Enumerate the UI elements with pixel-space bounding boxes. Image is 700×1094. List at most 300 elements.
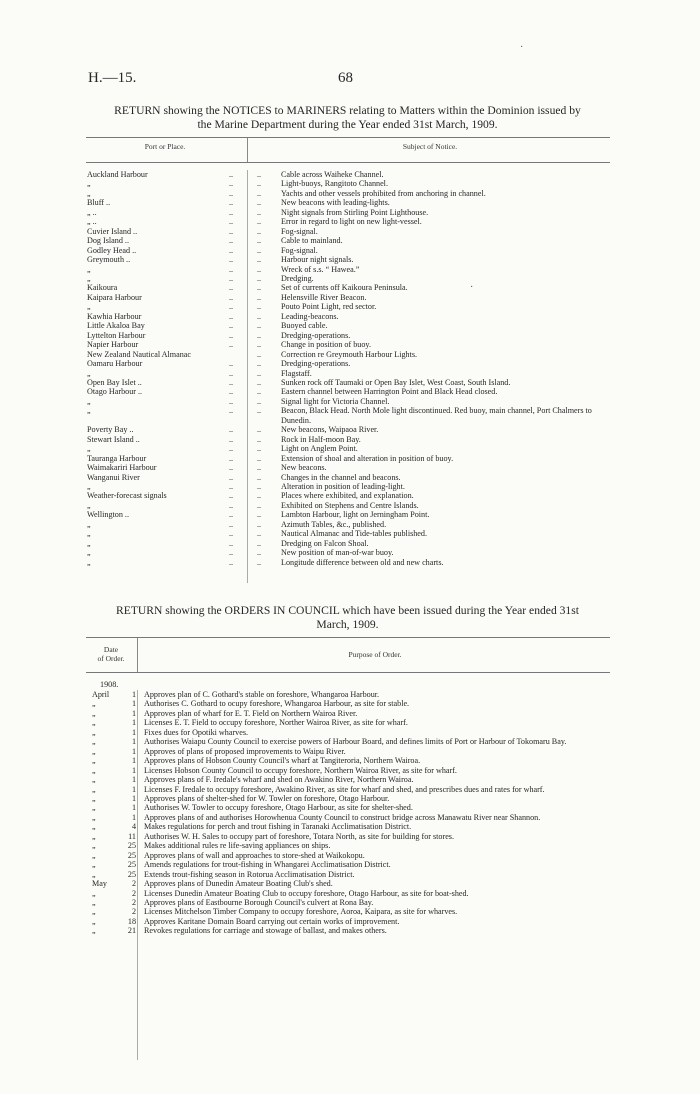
notices-leader: .. bbox=[229, 292, 234, 302]
orders-purpose: Approves plans of F. Iredale's wharf and shed on Awakino River, Northern Wairoa. bbox=[144, 775, 414, 785]
notices-leader: .. bbox=[229, 217, 234, 227]
notices-leader: .. bbox=[257, 453, 262, 463]
notices-subject: Dredging. bbox=[281, 273, 314, 283]
orders-purpose: Licenses E. T. Field to occupy foreshore, Norther Wairoa River, as site for wharf. bbox=[144, 718, 408, 728]
orders-row bbox=[92, 690, 610, 699]
notices-place: „ bbox=[87, 557, 91, 567]
notices-header-bottom-rule bbox=[86, 162, 610, 163]
orders-purpose: Approves plans of Eastbourne Borough Council's culvert at Rona Bay. bbox=[144, 897, 374, 907]
orders-row bbox=[92, 926, 610, 935]
orders-purpose: Approves plan of wharf for E. T. Field on Northern Wairoa River. bbox=[144, 708, 358, 718]
notices-leader: .. bbox=[257, 557, 262, 567]
orders-day: 25 bbox=[127, 850, 136, 860]
notices-margin-mark: · bbox=[470, 282, 474, 293]
notices-row bbox=[87, 425, 610, 434]
notices-subject: Error in regard to light on new light-vessel. bbox=[281, 217, 422, 227]
notices-leader: .. bbox=[257, 217, 262, 227]
notices-row bbox=[87, 293, 610, 302]
orders-month: „ bbox=[92, 831, 96, 841]
orders-purpose: Authorises W. H. Sales to occupy part of foreshore, Totara North, as site for building for stores. bbox=[144, 831, 454, 841]
notices-leader: .. bbox=[229, 170, 234, 179]
notices-place: „ bbox=[87, 538, 91, 548]
orders-purpose: Amends regulations for trout-fishing in Whangarei Acclimatisation District. bbox=[144, 860, 391, 870]
orders-month: „ bbox=[92, 737, 96, 747]
notices-subject: Wreck of s.s. “ Hawea.” bbox=[281, 264, 360, 274]
notices-leader: .. bbox=[229, 321, 234, 331]
orders-day: 25 bbox=[127, 841, 136, 851]
notices-leader: .. bbox=[229, 472, 234, 482]
orders-month: „ bbox=[92, 746, 96, 756]
notices-subject: Leading-beacons. bbox=[281, 311, 339, 321]
orders-purpose: Makes additional rules re life-saving appliances on ships. bbox=[144, 841, 331, 851]
notices-row bbox=[87, 350, 610, 359]
orders-purpose: Approves plans of Hobson County Council's wharf at Tangiteroria, Northern Wairoa. bbox=[144, 756, 421, 766]
orders-row bbox=[92, 879, 610, 888]
orders-purpose: Licenses Dunedin Amateur Boating Club to occupy foreshore, Otago Harbour, as site for boat-shed. bbox=[144, 888, 469, 898]
orders-row bbox=[92, 728, 610, 737]
orders-day: 1 bbox=[131, 737, 136, 747]
orders-month: „ bbox=[92, 803, 96, 813]
notices-subject: Exhibited on Stephens and Centre Islands. bbox=[281, 500, 419, 510]
orders-row bbox=[92, 766, 610, 775]
notices-row bbox=[87, 510, 610, 519]
notices-subject: Cable to mainland. bbox=[281, 236, 343, 246]
notices-subject: Azimuth Tables, &c., published. bbox=[281, 519, 387, 529]
notices-row bbox=[87, 217, 610, 226]
notices-leader: .. bbox=[229, 444, 234, 454]
notices-leader: .. bbox=[257, 434, 262, 444]
notices-subject: Set of currents off Kaikoura Peninsula. bbox=[281, 283, 408, 293]
notices-row bbox=[87, 312, 610, 321]
orders-row bbox=[92, 907, 610, 916]
orders-month: „ bbox=[92, 718, 96, 728]
notices-subject: Alteration in position of leading-light. bbox=[281, 481, 405, 491]
notices-row bbox=[87, 170, 610, 179]
notices-place: Stewart Island .. bbox=[87, 434, 140, 444]
page-number: 68 bbox=[338, 70, 353, 86]
notices-place: Poverty Bay .. bbox=[87, 425, 134, 435]
notices-leader: .. bbox=[257, 179, 262, 189]
notices-leader: .. bbox=[257, 264, 262, 274]
notices-leader: .. bbox=[229, 226, 234, 236]
notices-leader: .. bbox=[229, 311, 234, 321]
notices-row bbox=[87, 558, 610, 567]
notices-row bbox=[87, 444, 610, 453]
notices-leader: .. bbox=[229, 500, 234, 510]
orders-header-bottom-rule bbox=[86, 672, 610, 673]
notices-place: „ bbox=[87, 396, 91, 406]
notices-place: Waimakariri Harbour bbox=[87, 463, 157, 473]
notices-leader: .. bbox=[229, 179, 234, 189]
notices-table bbox=[87, 170, 610, 567]
orders-day: 1 bbox=[131, 708, 136, 718]
notices-place: Lyttelton Harbour bbox=[87, 330, 146, 340]
notices-row bbox=[87, 198, 610, 207]
notices-leader: .. bbox=[257, 292, 262, 302]
notices-subject: Longitude difference between old and new charts. bbox=[281, 557, 444, 567]
notices-leader: .. bbox=[257, 283, 262, 293]
notices-subject: New beacons. bbox=[281, 463, 327, 473]
notices-row bbox=[87, 179, 610, 188]
orders-table bbox=[92, 680, 610, 936]
notices-row bbox=[87, 539, 610, 548]
notices-subject: Helensville River Beacon. bbox=[281, 292, 367, 302]
notices-leader: .. bbox=[229, 207, 234, 217]
notices-subject: Light on Anglem Point. bbox=[281, 444, 358, 454]
notices-place: „ bbox=[87, 179, 91, 189]
notices-leader: .. bbox=[257, 500, 262, 510]
notices-subject: Dredging-operations. bbox=[281, 330, 351, 340]
orders-title bbox=[85, 604, 610, 632]
notices-title-line-1: RETURN showing the NOTICES to MARINERS relating to Matters within the Dominion issued by bbox=[114, 104, 581, 117]
orders-purpose: Revokes regulations for carriage and stowage of ballast, and makes others. bbox=[144, 926, 387, 936]
orders-col-date-line-1: Date bbox=[103, 645, 119, 654]
orders-month: „ bbox=[92, 888, 96, 898]
orders-purpose: Fixes dues for Opotiki wharves. bbox=[144, 727, 249, 737]
orders-day: 1 bbox=[131, 765, 136, 775]
notices-place: New Zealand Nautical Almanac bbox=[87, 349, 191, 359]
notices-place: Dog Island .. bbox=[87, 236, 129, 246]
corner-margin-mark: · bbox=[520, 42, 524, 53]
orders-day: 1 bbox=[131, 727, 136, 737]
orders-month: „ bbox=[92, 727, 96, 737]
orders-month: „ bbox=[92, 869, 96, 879]
notices-place: Little Akaloa Bay bbox=[87, 321, 145, 331]
orders-day: 25 bbox=[127, 860, 136, 870]
notices-leader: .. bbox=[229, 283, 234, 293]
notices-row bbox=[87, 548, 610, 557]
notices-row bbox=[87, 227, 610, 236]
orders-month: „ bbox=[92, 775, 96, 785]
orders-row bbox=[92, 917, 610, 926]
notices-row bbox=[87, 189, 610, 198]
notices-leader: .. bbox=[229, 359, 234, 369]
notices-leader: .. bbox=[257, 472, 262, 482]
orders-month: „ bbox=[92, 916, 96, 926]
notices-subject: Changes in the channel and beacons. bbox=[281, 472, 401, 482]
orders-header-divider bbox=[137, 638, 138, 672]
notices-place: „ bbox=[87, 548, 91, 558]
notices-leader: .. bbox=[229, 406, 234, 416]
notices-subject: Dredging on Falcon Shoal. bbox=[281, 538, 369, 548]
orders-day: 1 bbox=[131, 784, 136, 794]
orders-purpose: Approves plan of C. Gothard's stable on foreshore, Whangaroa Harbour. bbox=[144, 690, 380, 699]
notices-row bbox=[87, 369, 610, 378]
orders-purpose: Approves of plans of proposed improvements to Waipu River. bbox=[144, 746, 346, 756]
notices-leader: .. bbox=[257, 538, 262, 548]
notices-col-subject: Subject of Notice. bbox=[402, 142, 458, 151]
notices-leader: .. bbox=[229, 529, 234, 539]
notices-place: „ .. bbox=[87, 217, 97, 227]
notices-col-port: Port or Place. bbox=[144, 142, 186, 151]
notices-place: Kaipara Harbour bbox=[87, 292, 142, 302]
notices-place: Napier Harbour bbox=[87, 340, 139, 350]
orders-row bbox=[92, 860, 610, 869]
notices-leader: .. bbox=[257, 491, 262, 501]
notices-leader: .. bbox=[229, 340, 234, 350]
notices-place: Cuvier Island .. bbox=[87, 226, 138, 236]
notices-place: „ bbox=[87, 368, 91, 378]
notices-leader: .. bbox=[229, 245, 234, 255]
notices-leader: .. bbox=[257, 170, 262, 179]
orders-day: 1 bbox=[131, 699, 136, 709]
notices-leader: .. bbox=[257, 510, 262, 520]
orders-day: 1 bbox=[131, 746, 136, 756]
notices-place: „ bbox=[87, 188, 91, 198]
notices-leader: .. bbox=[229, 463, 234, 473]
orders-day: 18 bbox=[127, 916, 136, 926]
orders-purpose: Approves plans of shelter-shed for W. Towler on foreshore, Otago Harbour. bbox=[144, 793, 390, 803]
notices-row bbox=[87, 265, 610, 274]
notices-leader: .. bbox=[257, 340, 262, 350]
notices-place: „ bbox=[87, 264, 91, 274]
notices-leader: .. bbox=[257, 198, 262, 208]
page-identifier: H.—15. bbox=[88, 70, 137, 86]
notices-place: „ .. bbox=[87, 207, 97, 217]
notices-title bbox=[85, 104, 610, 132]
notices-leader: .. bbox=[257, 377, 262, 387]
notices-place: Wellington .. bbox=[87, 510, 129, 520]
orders-purpose: Approves plans of wall and approaches to store-shed at Waikokopu. bbox=[144, 850, 365, 860]
orders-day: 2 bbox=[131, 907, 136, 917]
notices-subject: Eastern channel between Harrington Point and Black Head closed. bbox=[281, 387, 498, 397]
notices-leader: .. bbox=[229, 519, 234, 529]
notices-subject: Yachts and other vessels prohibited from anchoring in channel. bbox=[281, 188, 486, 198]
orders-day: 2 bbox=[131, 879, 136, 889]
notices-subject: Lambton Harbour, light on Jerningham Point. bbox=[281, 510, 430, 520]
notices-leader: .. bbox=[229, 236, 234, 246]
notices-row bbox=[87, 340, 610, 349]
orders-row bbox=[92, 898, 610, 907]
orders-month: „ bbox=[92, 907, 96, 917]
notices-leader: .. bbox=[229, 302, 234, 312]
orders-title-line-1: RETURN showing the ORDERS IN COUNCIL which have been issued during the Year ended 31st bbox=[116, 604, 579, 617]
notices-row bbox=[87, 302, 610, 311]
notices-leader: .. bbox=[257, 368, 262, 378]
notices-subject: Fog-signal. bbox=[281, 226, 318, 236]
orders-row bbox=[92, 841, 610, 850]
notices-leader: .. bbox=[229, 538, 234, 548]
notices-leader: .. bbox=[257, 387, 262, 397]
notices-place: „ bbox=[87, 500, 91, 510]
notices-row bbox=[87, 274, 610, 283]
notices-row bbox=[87, 397, 610, 406]
orders-purpose: Extends trout-fishing season in Rotorua Acclimatisation District. bbox=[144, 869, 355, 879]
orders-row bbox=[92, 737, 610, 746]
notices-leader: .. bbox=[229, 255, 234, 265]
notices-place: Kaikoura bbox=[87, 283, 118, 293]
orders-month: „ bbox=[92, 897, 96, 907]
notices-place: Greymouth .. bbox=[87, 255, 131, 265]
notices-leader: .. bbox=[257, 425, 262, 435]
orders-rows bbox=[92, 690, 610, 936]
notices-leader: .. bbox=[229, 557, 234, 567]
notices-row bbox=[87, 406, 610, 425]
orders-month: „ bbox=[92, 812, 96, 822]
notices-place: Otago Harbour .. bbox=[87, 387, 143, 397]
orders-row bbox=[92, 747, 610, 756]
notices-row bbox=[87, 236, 610, 245]
notices-leader: .. bbox=[229, 481, 234, 491]
orders-month: May bbox=[92, 879, 107, 889]
orders-row bbox=[92, 756, 610, 765]
notices-place: „ bbox=[87, 302, 91, 312]
notices-leader: .. bbox=[229, 198, 234, 208]
notices-place: „ bbox=[87, 406, 91, 416]
notices-leader: .. bbox=[229, 425, 234, 435]
orders-month: „ bbox=[92, 793, 96, 803]
notices-subject: Fog-signal. bbox=[281, 245, 318, 255]
orders-row bbox=[92, 803, 610, 812]
orders-month: April bbox=[92, 690, 110, 699]
notices-leader: .. bbox=[257, 245, 262, 255]
notices-row bbox=[87, 463, 610, 472]
orders-row bbox=[92, 794, 610, 803]
notices-place: „ bbox=[87, 444, 91, 454]
notices-row bbox=[87, 255, 610, 264]
notices-place: Weather-forecast signals bbox=[87, 491, 167, 501]
notices-subject: Extension of shoal and alteration in position of buoy. bbox=[281, 453, 454, 463]
notices-subject: Sunken rock off Taumaki or Open Bay Islet, West Coast, South Island. bbox=[281, 377, 511, 387]
notices-row bbox=[87, 387, 610, 396]
orders-month: „ bbox=[92, 756, 96, 766]
notices-leader: .. bbox=[257, 444, 262, 454]
orders-row bbox=[92, 851, 610, 860]
orders-day: 1 bbox=[131, 775, 136, 785]
orders-header-top-rule bbox=[86, 637, 610, 638]
notices-leader: .. bbox=[257, 226, 262, 236]
notices-row bbox=[87, 501, 610, 510]
notices-row bbox=[87, 473, 610, 482]
notices-subject: Beacon, Black Head. North Mole light discontinued. Red buoy, main channel, Port Chalmers to Dunedin. bbox=[281, 406, 592, 425]
notices-leader: .. bbox=[257, 481, 262, 491]
orders-row bbox=[92, 822, 610, 831]
notices-leader: .. bbox=[257, 330, 262, 340]
orders-purpose: Approves plans of and authorises Horowhenua County Council to construct bridge across Manawatu River near Shannon. bbox=[144, 812, 541, 822]
notices-row bbox=[87, 529, 610, 538]
notices-leader: .. bbox=[229, 491, 234, 501]
notices-subject: Night signals from Stirling Point Lighthouse. bbox=[281, 207, 429, 217]
notices-subject: New beacons, Waipaoa River. bbox=[281, 425, 379, 435]
notices-subject: Buoyed cable. bbox=[281, 321, 328, 331]
notices-subject: Pouto Point Light, red sector. bbox=[281, 302, 377, 312]
notices-leader: .. bbox=[229, 396, 234, 406]
orders-year: 1908. bbox=[100, 680, 119, 689]
orders-month: „ bbox=[92, 765, 96, 775]
notices-place: „ bbox=[87, 273, 91, 283]
notices-subject: Correction re Greymouth Harbour Lights. bbox=[281, 349, 418, 359]
notices-leader: .. bbox=[257, 273, 262, 283]
notices-place: Wanganui River bbox=[87, 472, 140, 482]
notices-row bbox=[87, 378, 610, 387]
notices-leader: .. bbox=[229, 510, 234, 520]
orders-day: 2 bbox=[131, 897, 136, 907]
orders-purpose: Licenses Mitchelson Timber Company to occupy foreshore, Aoroa, Kaipara, as site for wharves. bbox=[144, 907, 458, 917]
orders-day: 25 bbox=[127, 869, 136, 879]
orders-purpose: Licenses Hobson County Council to occupy foreshore, Northern Wairoa River, as site for wharf. bbox=[144, 765, 457, 775]
notices-leader: .. bbox=[257, 519, 262, 529]
notices-leader: .. bbox=[257, 359, 262, 369]
notices-leader: .. bbox=[229, 264, 234, 274]
orders-day: 1 bbox=[131, 803, 136, 813]
notices-subject: Harbour night signals. bbox=[281, 255, 354, 265]
notices-subject: Change in position of buoy. bbox=[281, 340, 371, 350]
notices-subject: Signal light for Victoria Channel. bbox=[281, 396, 390, 406]
orders-row bbox=[92, 832, 610, 841]
orders-purpose: Authorises C. Gothard to ocupy foreshore, Whangaroa Harbour, as site for stable. bbox=[144, 699, 410, 709]
notices-leader: .. bbox=[257, 548, 262, 558]
notices-leader: .. bbox=[257, 321, 262, 331]
orders-month: „ bbox=[92, 784, 96, 794]
notices-leader bbox=[229, 350, 257, 359]
notices-leader: .. bbox=[257, 406, 262, 416]
notices-subject: Light-buoys, Rangitoto Channel. bbox=[281, 179, 388, 189]
orders-day: 2 bbox=[131, 888, 136, 898]
orders-row bbox=[92, 699, 610, 708]
notices-subject: Flagstaff. bbox=[281, 368, 312, 378]
notices-leader: .. bbox=[229, 434, 234, 444]
orders-col-date-line-2: of Order. bbox=[97, 654, 125, 663]
notices-place: „ bbox=[87, 529, 91, 539]
notices-subject: New beacons with leading-lights. bbox=[281, 198, 390, 208]
notices-row bbox=[87, 482, 610, 491]
orders-month: „ bbox=[92, 822, 96, 832]
notices-leader: .. bbox=[229, 330, 234, 340]
orders-purpose: Approves Karitane Domain Board carrying out certain works of improvement. bbox=[144, 916, 400, 926]
notices-leader: .. bbox=[229, 368, 234, 378]
notices-place: Bluff .. bbox=[87, 198, 111, 208]
orders-day: 1 bbox=[131, 718, 136, 728]
orders-row bbox=[92, 889, 610, 898]
orders-purpose: Authorises W. Towler to occupy foreshore, Otago Harbour, as site for shelter-shed. bbox=[144, 803, 413, 813]
notices-leader: .. bbox=[229, 387, 234, 397]
orders-day: 1 bbox=[131, 690, 136, 699]
notices-row bbox=[87, 491, 610, 500]
notices-subject: Nautical Almanac and Tide-tables published. bbox=[281, 529, 427, 539]
orders-day: 4 bbox=[131, 822, 136, 832]
orders-month: „ bbox=[92, 860, 96, 870]
notices-leader: .. bbox=[229, 377, 234, 387]
notices-subject: Cable across Waiheke Channel. bbox=[281, 170, 384, 179]
notices-leader: .. bbox=[229, 548, 234, 558]
orders-day: 1 bbox=[131, 756, 136, 766]
notices-subject: New position of man-of-war buoy. bbox=[281, 548, 394, 558]
notices-row bbox=[87, 321, 610, 330]
orders-day: 11 bbox=[128, 831, 136, 841]
notices-row bbox=[87, 359, 610, 368]
orders-month: „ bbox=[92, 841, 96, 851]
orders-day: 1 bbox=[131, 793, 136, 803]
notices-place: Godley Head .. bbox=[87, 245, 137, 255]
orders-col-purpose: Purpose of Order. bbox=[348, 650, 402, 659]
notices-leader: .. bbox=[257, 463, 262, 473]
orders-day: 21 bbox=[127, 926, 136, 936]
notices-leader: .. bbox=[257, 302, 262, 312]
orders-day: 1 bbox=[131, 812, 136, 822]
orders-col-date bbox=[86, 645, 136, 663]
notices-leader: .. bbox=[257, 529, 262, 539]
orders-row bbox=[92, 718, 610, 727]
notices-place: Kawhia Harbour bbox=[87, 311, 142, 321]
orders-row bbox=[92, 775, 610, 784]
notices-leader: .. bbox=[229, 273, 234, 283]
notices-leader: .. bbox=[257, 396, 262, 406]
notices-place: Oamaru Harbour bbox=[87, 359, 143, 369]
notices-place: Tauranga Harbour bbox=[87, 453, 147, 463]
notices-place: Auckland Harbour bbox=[87, 170, 148, 179]
orders-title-line-2: March, 1909. bbox=[316, 618, 379, 631]
orders-row bbox=[92, 709, 610, 718]
